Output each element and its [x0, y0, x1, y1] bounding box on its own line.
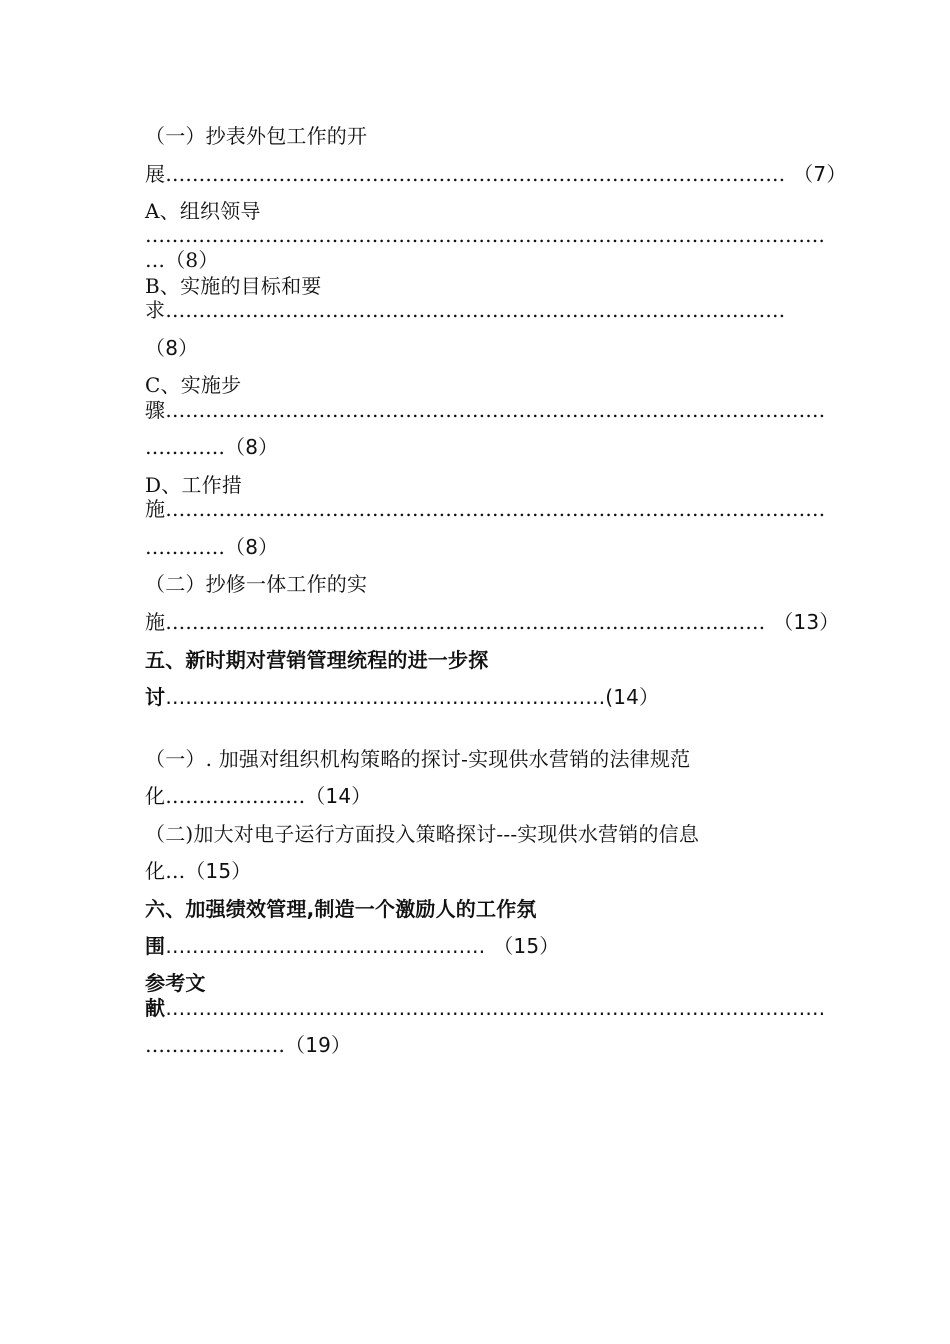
toc-page-number: (14）: [605, 685, 660, 709]
toc-entry-1-2: [145, 572, 367, 596]
toc-entry-title: 五、新时期对营销管理统程的进一步探: [145, 648, 489, 672]
toc-chapter-6-cont: [145, 934, 559, 958]
toc-entry-a-page: [145, 248, 219, 272]
toc-leader-dots: …………………………………………………………: [165, 685, 606, 709]
toc-page-number: （8）: [225, 435, 279, 459]
toc-entry-5-1-cont: [145, 784, 371, 808]
toc-entry-b-cont: [145, 298, 785, 322]
toc-entry-title: 骤: [145, 398, 166, 422]
toc-entry-title: D、工作措: [145, 473, 243, 497]
toc-leader-dots: …………………………………………………………………………………………: [145, 223, 825, 247]
toc-leader-dots: ………………………………………………………………………………………: [165, 996, 826, 1020]
toc-entry-title: 求: [145, 298, 166, 322]
toc-leader-dots: ………………………………………………………………………………………: [165, 497, 826, 521]
toc-page-number: （8）: [145, 336, 199, 360]
toc-leader-dots: ………………………………………………………………………………………: [165, 398, 826, 422]
toc-entry-1-2-cont: [145, 610, 839, 634]
toc-entry-5-2-cont: [145, 859, 251, 883]
toc-chapter-6: [145, 897, 537, 921]
toc-entry-1-1: [145, 124, 367, 148]
toc-entry-title: 参考文: [145, 971, 206, 995]
toc-entry-title: （一）抄表外包工作的开: [145, 124, 368, 148]
toc-page-number: （19）: [285, 1033, 352, 1057]
toc-leader-dots: …………………: [165, 784, 306, 808]
toc-entry-title: 化: [145, 859, 166, 883]
toc-entry-c-page: [145, 435, 278, 459]
toc-page-number: （7）: [793, 162, 847, 186]
toc-leader-dots: …………………………………………………………………………………: [165, 298, 786, 322]
toc-entry-title: 讨: [145, 685, 166, 709]
toc-references-page: [145, 1033, 351, 1057]
toc-entry-5-1: [145, 747, 690, 771]
toc-entry-title: C、实施步: [145, 373, 242, 397]
toc-leader-dots: …………………………………………………………………………………: [165, 162, 786, 186]
toc-entry-title: 献: [145, 996, 166, 1020]
toc-entry-d-page: [145, 535, 278, 559]
toc-entry-b: [145, 274, 322, 298]
toc-entry-title: B、实施的目标和要: [145, 274, 322, 298]
toc-leader-dots: …: [165, 859, 186, 883]
toc-chapter-5-cont: [145, 685, 659, 709]
toc-page-number: …（8）: [145, 248, 219, 272]
toc-page-number: （15）: [185, 859, 252, 883]
toc-page-number: （14）: [305, 784, 372, 808]
toc-entry-title: （二)加大对电子运行方面投入策略探讨---实现供水营销的信息: [145, 822, 700, 846]
toc-entry-1-1-cont: [145, 162, 847, 186]
toc-entry-title: 六、加强绩效管理,制造一个激励人的工作氛: [145, 897, 537, 921]
toc-entry-title: 围: [145, 934, 166, 958]
toc-entry-title: 展: [145, 162, 166, 186]
toc-leader-dots: …………: [145, 535, 225, 559]
toc-page-number: （13）: [773, 610, 840, 634]
toc-entry-c: [145, 373, 241, 397]
toc-page-number: （8）: [225, 535, 279, 559]
toc-references-cont: [145, 996, 825, 1020]
toc-entry-title: （二）抄修一体工作的实: [145, 572, 368, 596]
toc-entry-5-2: [145, 822, 699, 846]
toc-entry-d-cont: [145, 497, 825, 521]
toc-entry-a-dots: [145, 223, 825, 247]
toc-leader-dots: …………………: [145, 1033, 285, 1057]
toc-entry-title: 施: [145, 497, 166, 521]
toc-leader-dots: …………………………………………: [165, 934, 486, 958]
toc-entry-b-page: [145, 336, 198, 360]
toc-page-number: （15）: [493, 934, 560, 958]
toc-leader-dots: …………: [145, 435, 225, 459]
toc-entry-d: [145, 473, 242, 497]
toc-entry-a: [145, 199, 261, 223]
toc-chapter-5: [145, 648, 488, 672]
toc-entry-title: 化: [145, 784, 166, 808]
toc-leader-dots: ………………………………………………………………………………: [165, 610, 766, 634]
toc-entry-title: A、组织领导: [145, 199, 261, 223]
toc-entry-title: 施: [145, 610, 166, 634]
toc-references: [145, 971, 206, 995]
toc-entry-c-cont: [145, 398, 825, 422]
toc-entry-title: （一）. 加强对组织机构策略的探讨-实现供水营销的法律规范: [145, 747, 691, 771]
